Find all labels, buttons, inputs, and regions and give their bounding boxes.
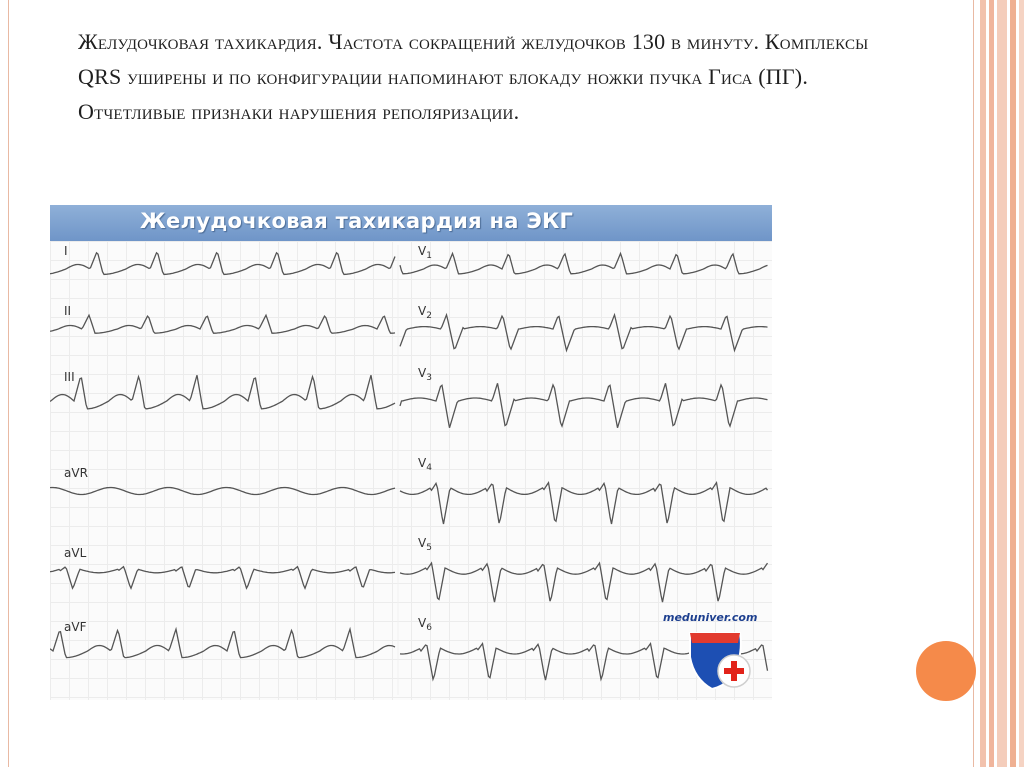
- ecg-trace: [50, 315, 395, 333]
- ecg-trace: [50, 488, 395, 495]
- watermark-text: meduniver.com: [663, 611, 758, 624]
- decorative-stripes: [980, 0, 1024, 767]
- ecg-trace: [50, 253, 395, 275]
- ecg-figure: [50, 205, 772, 700]
- ecg-trace: [50, 629, 395, 657]
- orange-accent-circle: [916, 641, 976, 701]
- lead-label: aVF: [64, 620, 87, 634]
- ecg-trace: [400, 254, 768, 274]
- meduniver-logo-icon: [682, 627, 758, 693]
- lead-label: II: [64, 304, 72, 318]
- ecg-trace: [400, 315, 768, 351]
- ecg-trace: [400, 383, 768, 428]
- lead-label: III: [64, 370, 75, 384]
- lead-label: $V_5$: [418, 536, 432, 553]
- lead-label: $V_4$: [418, 456, 432, 473]
- lead-label: aVL: [64, 546, 87, 560]
- lead-label: $V_3$: [418, 366, 432, 383]
- ecg-trace: [400, 563, 768, 602]
- lead-label: aVR: [64, 466, 88, 480]
- ecg-trace: [50, 567, 395, 589]
- ecg-title: Желудочковая тахикардия на ЭКГ: [140, 209, 574, 233]
- slide-description: Желудочковая тахикардия. Частота сокращений желудочков 130 в минуту. Комплексы QRS уширены и по конфигурации напоминают блокаду ножки пучка Гиса (ПГ). Отчетливые признаки нарушения реполяризации.: [78, 29, 869, 124]
- lead-label: $V_6$: [418, 616, 432, 633]
- ecg-trace: [400, 483, 768, 524]
- lead-label: $V_1$: [418, 244, 432, 261]
- ecg-traces: [50, 205, 772, 700]
- lead-label: I: [64, 244, 68, 258]
- lead-label: $V_2$: [418, 304, 432, 321]
- ecg-trace: [50, 375, 395, 409]
